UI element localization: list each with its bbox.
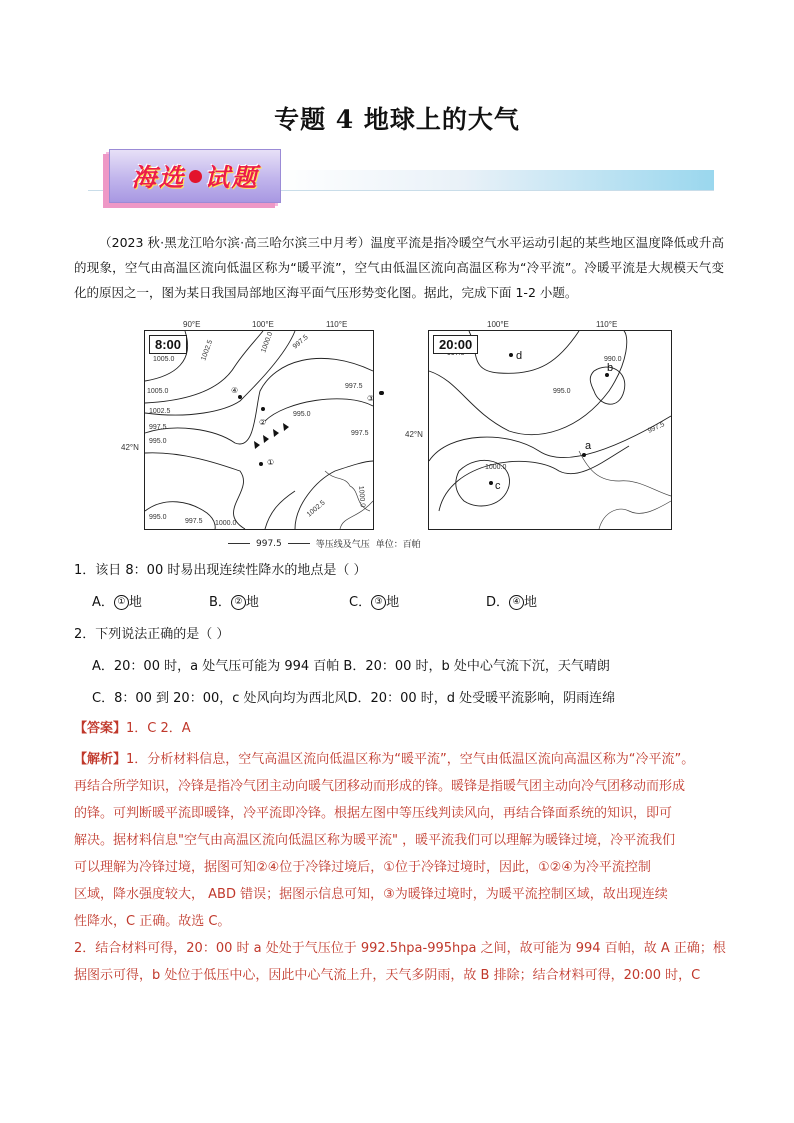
- isobar-label: 997.5: [149, 424, 167, 431]
- isobar-label: 997.5: [345, 383, 363, 390]
- isobar-label: 1000.0: [260, 331, 275, 354]
- isobar-label: 1002.5: [149, 408, 171, 415]
- analysis-block: [74, 746, 734, 989]
- analysis-line: 解决。据材料信息"空气由高温区流向低温区称为暖平流" ，暖平流我们可以理解为暖锋过境，冷平流我们: [74, 833, 676, 848]
- legend-line-icon: [228, 543, 250, 544]
- option-suffix: 地: [128, 595, 142, 610]
- option-letter: C．: [349, 595, 372, 610]
- point-3-label: ③: [367, 394, 375, 403]
- analysis-line: 可以理解为冷锋过境，据图可知②④位于冷锋过境后，①位于冷锋过境时，因此，①②④为冷平流控制: [74, 860, 651, 875]
- map-2000-lat: 42°N: [405, 430, 423, 439]
- answer-line: [74, 717, 191, 736]
- question-1-stem: 1．该日 8：00 时易出现连续性降水的地点是（ ）: [74, 563, 367, 578]
- q2-options-line-1: A．20：00 时，a 处气压可能为 994 百帕 B．20：00 时，b 处中心气流下沉，天气晴朗: [92, 659, 610, 674]
- q1-option-a[interactable]: [92, 591, 142, 610]
- analysis-line: 性降水，C 正确。故选 C。: [74, 914, 231, 929]
- legend-sample: 997.5: [256, 538, 282, 549]
- isobar-label: 997.5: [185, 518, 203, 525]
- map-2000-lon-100: 100°E: [487, 320, 509, 329]
- analysis-line: 据图示可得，b 处位于低压中心，因此中心气流上升，天气多阴雨，故 B 排除；结合材料可得，20:00 时，C: [74, 968, 701, 983]
- isobar-label: 995.0: [553, 388, 571, 395]
- option-suffix: 地: [386, 595, 400, 610]
- legend-text: 等压线及气压: [315, 540, 370, 550]
- point-d-label: d: [516, 350, 523, 362]
- point-a-label: a: [585, 440, 592, 452]
- analysis-line: 的锋。可判断暖平流即暖锋，冷平流即冷锋。根据左图中等压线判读风向，再结合锋面系统的知识，即可: [74, 806, 673, 821]
- analysis-line: 区域，降水强度较大， ABD 错误；据图示信息可知，③为暖锋过境时，为暖平流控制区域，故出现连续: [74, 887, 668, 902]
- map-legend: [228, 537, 421, 550]
- map-2000-lon-110: 110°E: [596, 320, 618, 329]
- option-letter: A．: [92, 595, 114, 610]
- isobar-label: 995.0: [293, 411, 311, 418]
- isobar-label: 990.0: [604, 356, 622, 363]
- isobar-label: 997.5: [351, 430, 369, 437]
- map-2000: [428, 330, 672, 530]
- point-b-label: b: [607, 362, 614, 374]
- map-0800-lon-100: 100°E: [252, 320, 274, 329]
- analysis-line: 再结合所学知识，冷锋是指冷气团主动向暖气团移动而形成的锋。暖锋是指暖气团主动向冷气团移动而形成: [74, 779, 686, 794]
- isobar-label: 1005.0: [153, 356, 175, 363]
- option-suffix: 地: [524, 595, 538, 610]
- point-2-label: ②: [259, 418, 267, 427]
- page-title: 专题 4 地球上的大气: [274, 105, 520, 134]
- isobar-label: 1002.5: [200, 339, 215, 362]
- q1-option-c[interactable]: [349, 591, 399, 610]
- banner-dot-icon: [189, 170, 202, 183]
- analysis-label: 【解析】: [74, 752, 127, 767]
- question-2-stem: 2．下列说法正确的是（ ）: [74, 627, 230, 642]
- isobar-label: 997.5: [646, 421, 666, 435]
- analysis-line: 2．结合材料可得，20：00 时 a 处处于气压位于 992.5hpa-995hpa 之间，故可能为 994 百帕，故 A 正确；根: [74, 941, 726, 956]
- map-2000-time: 20:00: [433, 335, 478, 354]
- answer-text: 1．C 2．A: [126, 721, 191, 736]
- isobar-label: 995.0: [149, 438, 167, 445]
- isobar-label: 1000.0: [485, 464, 507, 471]
- map-0800-time: 8:00: [149, 335, 187, 354]
- map-0800-isobars: [145, 331, 373, 529]
- option-mark: ④: [509, 595, 524, 610]
- legend-line-icon: [288, 543, 310, 544]
- option-suffix: 地: [245, 595, 259, 610]
- banner-text-right: 试题: [204, 163, 259, 192]
- banner-text-left: 海选: [131, 163, 186, 192]
- map-0800: [144, 330, 374, 530]
- isobar-label: 1005.0: [147, 388, 169, 395]
- legend-unit: 单位：百帕: [375, 540, 421, 550]
- isobar-label: 1002.5: [305, 499, 327, 519]
- option-letter: B．: [209, 595, 231, 610]
- option-mark: ②: [231, 595, 246, 610]
- isobar-label: 1000.0: [357, 485, 366, 508]
- point-1-label: ①: [267, 458, 275, 467]
- map-0800-lon-90: 90°E: [183, 320, 201, 329]
- q1-option-b[interactable]: [209, 591, 259, 610]
- map-0800-lat: 42°N: [121, 443, 139, 452]
- isobar-label: 1000.0: [215, 520, 237, 527]
- point-c-label: c: [495, 480, 501, 492]
- option-mark: ③: [371, 595, 386, 610]
- map-2000-isobars: [429, 331, 671, 529]
- map-0800-lon-110: 110°E: [326, 320, 348, 329]
- intro-paragraph: （2023 秋·黑龙江哈尔滨·高三哈尔滨三中月考）温度平流是指冷暖空气水平运动引起的某些地区温度降低或升高的现象，空气由高温区流向低温区称为“暖平流”，空气由低温区流向高温区称为“冷平流”。冷暖平流是大规模天气变化的原因之一，图为某日我国局部地区海平面气压形势变化图。据此，完成下面 1-2 小题。: [74, 235, 724, 300]
- q1-option-d[interactable]: [486, 591, 537, 610]
- analysis-text: 1．分析材料信息，空气高温区流向低温区称为“暖平流”，空气由低温区流向高温区称为“冷平流”。: [126, 752, 695, 767]
- isobar-label: 995.0: [149, 514, 167, 521]
- answer-label: 【答案】: [74, 721, 127, 736]
- isobar-label: 997.5: [291, 333, 310, 351]
- option-mark: ①: [114, 595, 129, 610]
- section-banner: [109, 149, 281, 203]
- analysis-line: [74, 746, 734, 773]
- q2-options-line-2: C．8：00 到 20：00，c 处风向均为西北风D．20：00 时，d 处受暖平流影响，阴雨连绵: [92, 691, 616, 706]
- option-letter: D．: [486, 595, 510, 610]
- point-4-label: ④: [231, 386, 239, 395]
